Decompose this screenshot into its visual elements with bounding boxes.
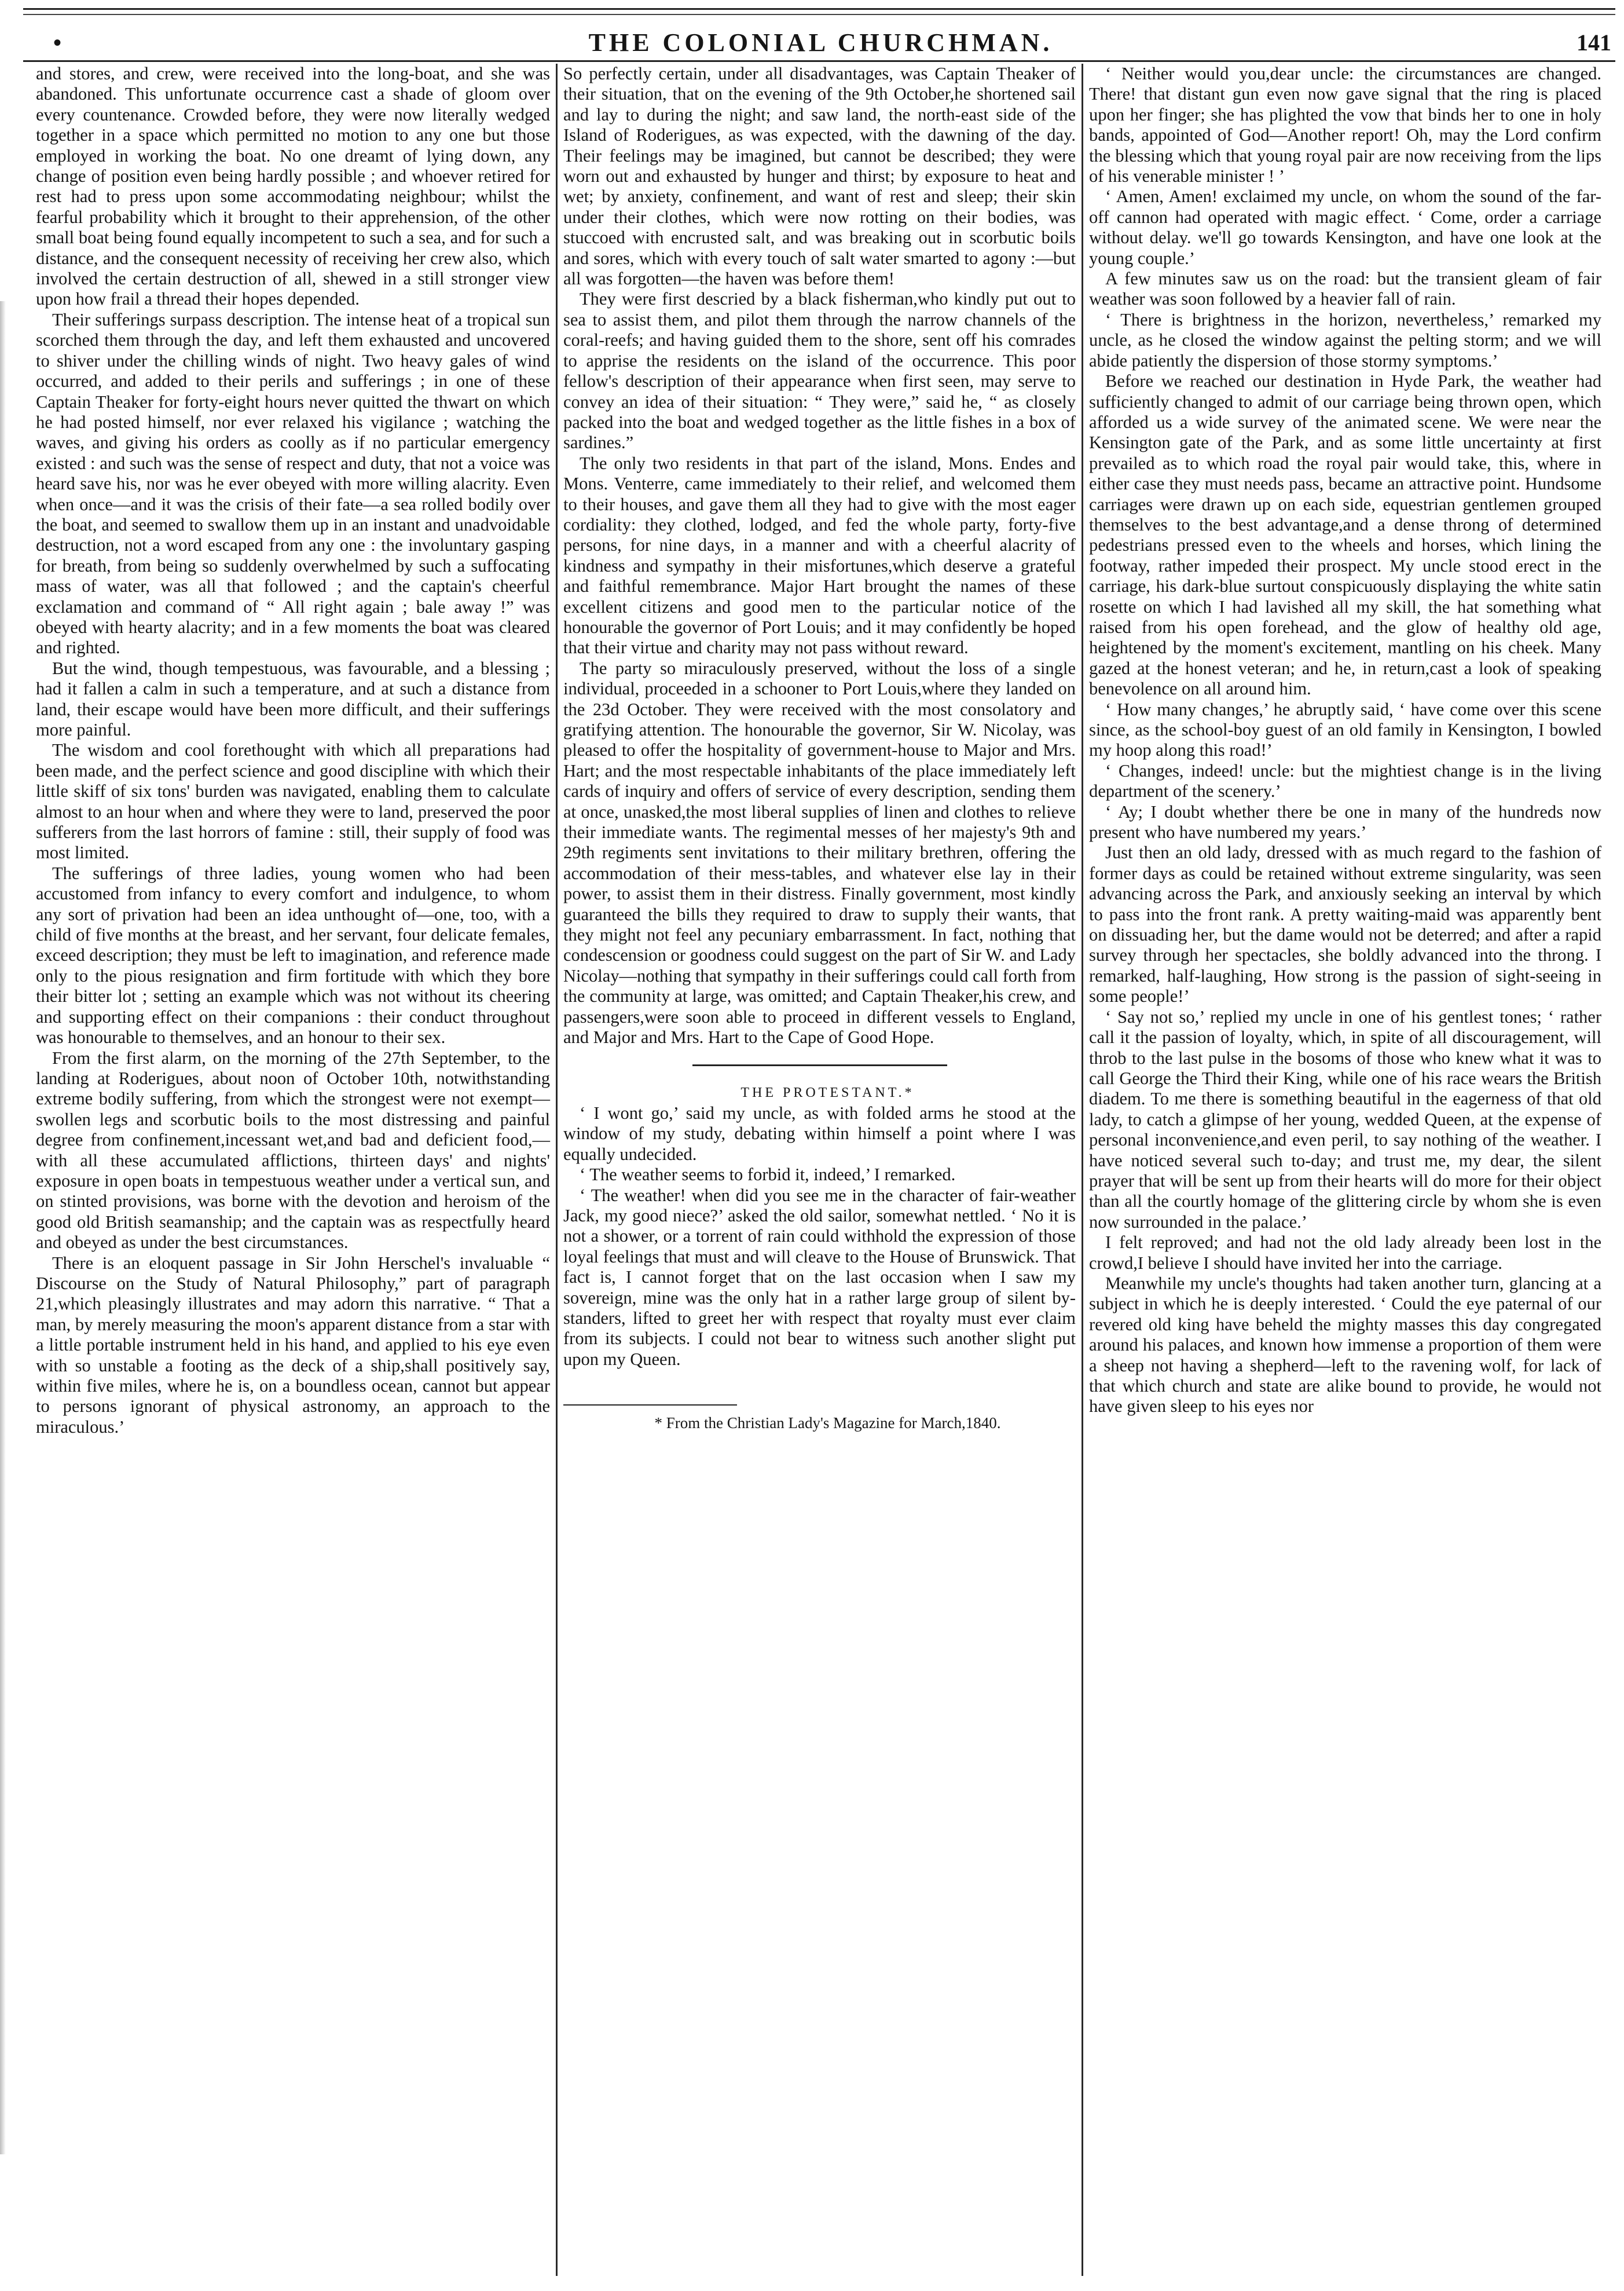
paragraph: Just then an old lady, dressed with as much regard to the fashion of former days as could be retained without extreme singularity, was seen advancing across the Park, and anxiously seeking an interval by which to pass into the front rank. A pretty waiting-maid was apparently bent on dissuading her, but the dame would not be deterred; and after a rapid survey through her spectacles, she boldly advanced into the throng. I remarked, half-laughing, How strong is the passion of sight-seeing in some people!’ <box>1089 843 1601 1007</box>
paragraph: I felt reproved; and had not the old lady already been lost in the crowd,I believe I should have invited her into the carriage. <box>1089 1232 1601 1273</box>
paragraph: ‘ Amen, Amen! exclaimed my uncle, on whom the sound of the far-off cannon had operated with magic effect. ‘ Come, order a carriage without delay. we'll go towards Kensington, and have one look at the young couple.’ <box>1089 186 1601 268</box>
paragraph: The party so miraculously preserved, without the loss of a single individual, proceeded in a schooner to Port Louis,where they landed on the 23d October. They were received with the most consolatory and gratifying attention. The honourable the governor, Sir W. Nicolay, was pleased to offer the hospitality of government-house to Major and Mrs. Hart; and the most respectable inhabitants of the place immediately left cards of inquiry and offers of service of every description, sending them at once, unasked,the most liberal supplies of linen and clothes to relieve their immediate wants. The regimental messes of her majesty's 9th and 29th regiments sent invitations to their military brethren, offering the accommodation of their mess-tables, and whatever else lay in their power, to assist them in their distress. Finally government, most kindly guaranteed the bills they required to draw to supply their wants, that they might not feel any pecuniary embarrassment. In fact, nothing that condescension or goodness could suggest on the part of Sir W. and Lady Nicolay—nothing that sympathy in their sufferings could call forth from the community at large, was omitted; and Captain Theaker,his crew, and passengers,were soon able to proceed in different vessels to England, and Major and Mrs. Hart to the Cape of Good Hope. <box>563 658 1076 1048</box>
paragraph: They were first descried by a black fisherman,who kindly put out to sea to assist them, and pilot them through the narrow channels of the coral-reefs; and having guided them to the shore, sent off his comrades to apprise the residents on the island of the occurrence. This poor fellow's description of their appearance when first seen, may serve to convey an idea of their situation: “ They were,” said he, “ as closely packed into the boat and wedged together as the little fishes in a box of sardines.” <box>563 289 1076 453</box>
page-edge-shadow <box>0 301 6 2154</box>
column-right <box>1082 64 1607 2276</box>
paragraph: ‘ Say not so,’ replied my uncle in one of his gentlest tones; ‘ rather call it the passion of loyalty, which, in spite of all discouragement, will throb to the last pulse in the bosoms of those who knew what it was to call George the Third their King, while one of his race wears the British diadem. To me there is something beautiful in the eagerness of that old lady, to catch a glimpse of her young, wedded Queen, at the expense of personal inconvenience,and even peril, to say nothing of the weather. I have noticed several such to-day; and trust me, my dear, the silent prayer that will be sent up from their hearts will do more for their object than all the courtly homage of the glittering circle by whom she is even now surrounded in the palace.’ <box>1089 1007 1601 1232</box>
header-rule <box>23 60 1615 62</box>
paragraph: The wisdom and cool forethought with which all preparations had been made, and the perfect science and good discipline with which their little skiff of six tons' burden was navigated, enabling them to calculate almost to an hour when and where they were to land, preserved the poor sufferers from the last horrors of famine : still, their supply of food was most limited. <box>36 740 550 863</box>
paragraph: Their sufferings surpass description. The intense heat of a tropical sun scorched them through the day, and left them exhausted and uncovered to shiver under the chilling winds of night. Two heavy gales of wind occurred, and added to their perils and sufferings ; in one of these Captain Theaker for forty-eight hours never quitted the thwart on which he had posted himself, nor ever relaxed his vigilance ; watching the waves, and giving his orders as coolly as if no particular emergency existed : and such was the sense of respect and duty, that not a voice was heard save his, nor was he ever obeyed with more willing alacrity. Even when once—and it was the crisis of their fate—a sea rolled bodily over the boat, and seemed to swallow them up in an instant and unadvoidable destruction, not a word escaped from any one : the involuntary gasping for breath, from being so suddenly overwhelmed by such a suffocating mass of water, was all that followed ; and the captain's cheerful exclamation and command of “ All right again ; bale away !” was obeyed with hearty alacrity; and in a few moments the boat was cleared and righted. <box>36 309 550 658</box>
paragraph: From the first alarm, on the morning of the 27th September, to the landing at Roderigues, about noon of October 10th, notwithstanding extreme bodily suffering, from which the strongest were not exempt—swollen legs and scorbutic boils to the most distressing and painful degree from confinement,incessant wet,and bad and deficient food,—with all these accumulated afflictions, thirteen days' and nights' exposure in open boats in tempestuous weather under a vertical sun, and on stinted provisions, was borne with the devotion and heroism of the good old British seamanship; and the captain was as respectfully heard and obeyed as under the best circumstances. <box>36 1048 550 1253</box>
paragraph: The sufferings of three ladies, young women who had been accustomed from infancy to every comfort and indulgence, to whom any sort of privation had been an idea unthought of—one, too, with a child of five months at the breast, and her servant, four delicate females, exceed description; they must be left to imagination, and reference made only to the pious resignation and firm fortitude with which they bore their bitter lot ; setting an example which was not without its cheering and supporting effect on their companions : their conduct throughout was honourable to themselves, and an honour to their sex. <box>36 863 550 1048</box>
paragraph: ‘ Ay; I doubt whether there be one in many of the hundreds now present who have numbered my years.’ <box>1089 802 1601 843</box>
column-middle <box>556 64 1082 2276</box>
paragraph: Before we reached our destination in Hyde Park, the weather had sufficiently changed to admit of our carriage being thrown open, which afforded us a wide survey of the animated scene. We were near the Kensington gate of the Park, and as some little uncertainty at first prevailed as to which road the royal pair would take, this, where in either case they must needs pass, became an attractive point. Hundsome carriages were drawn up on each side, equestrian gentlemen grouped themselves to the best advantage,and a dense throng of determined pedestrians pressed even to the wheels and horses, which lining the footway, rather impeded their prospect. My uncle stood erect in the carriage, his dark-blue surtout conspicuously displaying the white satin rosette on which I had lavished all my skill, the hat something what raised from his open forehead, and the glow of healthy old age, heightened by the moment's excitement, mantling on his cheek. Many gazed at the honest veteran; and he, in return,cast a look of speaking benevolence on all around him. <box>1089 371 1601 699</box>
paragraph: ‘ Neither would you,dear uncle: the circumstances are changed. There! that distant gun even now gave signal that the ring is placed upon her finger; she has plighted the vow that binds her to one in holy bands, appointed of God—Another report! Oh, may the Lord confirm the blessing which that young royal pair are now receiving from the lips of his venerable minister ! ’ <box>1089 64 1601 186</box>
paragraph: ‘ The weather! when did you see me in the character of fair-weather Jack, my good niece?’ asked the old sailor, somewhat nettled. ‘ No it is not a shower, or a torrent of rain could withhold the expression of those loyal feelings that must and will cleave to the House of Brunswick. That fact is, I cannot forget that on the last occasion when I saw my sovereign, mine was the only hat in a rather large group of silent by-standers, lifted to greet her with respect that royalty must ever claim from its subjects. I could not bear to witness such another slight put upon my Queen. <box>563 1185 1076 1369</box>
header-dot: • <box>53 30 62 56</box>
paragraph: ‘ I wont go,’ said my uncle, as with folded arms he stood at the window of my study, debating within himself a point where I was equally undecided. <box>563 1103 1076 1164</box>
footnote-rule <box>563 1404 737 1406</box>
middle-article <box>563 64 1076 1048</box>
footnote: * From the Christian Lady's Magazine for March,1840. <box>654 1414 1001 1432</box>
paragraph: Meanwhile my uncle's thoughts had taken another turn, glancing at a subject in which he is deeply interested. ‘ Could the eye paternal of our revered old king have beheld the mighty masses this day congregated around his palaces, and known how immense a proportion of them were a sheep not having a shepherd—left to the ravening wolf, for lack of that which church and state are alike bound to provide, he would not have given sleep to his eyes nor <box>1089 1273 1601 1417</box>
protestant-article <box>563 1103 1076 1370</box>
paragraph: A few minutes saw us on the road: but the transient gleam of fair weather was soon followed by a heavier fall of rain. <box>1089 269 1601 309</box>
paragraph: So perfectly certain, under all disadvantages, was Captain Theaker of their situation, that on the evening of the 9th October,he shortened sail and lay to during the night; and saw land, the north-east side of the Island of Roderigues, as was expected, with the dawning of the day. Their feelings may be imagined, but cannot be described; they were worn out and exhausted by hunger and thirst; by exposure to heat and wet; by anxiety, confinement, and want of rest and sleep; their skin under their clothes, which were now rotting on their bodies, was stuccoed with encrusted salt, and was breaking out in scorbutic boils and sores, which with every touch of salt water smarted to agony :—but all was forgotten—the haven was before them! <box>563 64 1076 289</box>
paragraph: and stores, and crew, were received into the long-boat, and she was abandoned. This unfortunate occurrence cast a shade of gloom over every countenance. Crowded before, they were now literally wedged together in a space which permitted no motion to any one but those employed in working the boat. No one dreamt of lying down, any change of position even being hardly possible ; and whoever retired for rest had to press upon some accommodating neighbour; whilst the fearful probability which it brought to their apprehension, of the other small boat being found equally incompetent to such a sea, and for such a distance, and the consequent necessity of receiving her crew also, which involved the certain destruction of all, shewed in a still stronger view upon how frail a thread their hopes depended. <box>36 64 550 309</box>
page-title: THE COLONIAL CHURCHMAN. <box>588 28 1053 57</box>
paragraph: But the wind, though tempestuous, was favourable, and a blessing ; had it fallen a calm in such a temperature, and at such a distance from land, their escape would have been more difficult, and their sufferings more painful. <box>36 658 550 740</box>
page-number: 141 <box>1577 30 1611 56</box>
paragraph: ‘ Changes, indeed! uncle: but the mightiest change is in the living department of the scenery.’ <box>1089 760 1601 802</box>
section-title: THE PROTESTANT.* <box>740 1085 915 1100</box>
top-rule-thin <box>23 14 1615 15</box>
top-double-rule <box>23 8 1615 10</box>
masthead <box>35 27 1607 58</box>
section-separator <box>563 1048 1076 1083</box>
column-left <box>30 64 556 2276</box>
paragraph: There is an eloquent passage in Sir John Herschel's invaluable “ Discourse on the Study of Natural Philosophy,” part of paragraph 21,which pleasingly illustrates and may adorn this narrative. “ That a man, by merely measuring the moon's apparent distance from a star with a little portable instrument held in his hand, and applied to his eye even with so unstable a footing as the deck of a ship,shall positively say, within five miles, where he is, on a boundless ocean, cannot but appear to persons ignorant of physical astronomy, an approach to the miraculous.’ <box>36 1253 550 1437</box>
paragraph: ‘ The weather seems to forbid it, indeed,’ I remarked. <box>580 1165 956 1185</box>
columns <box>30 64 1608 2276</box>
paragraph: ‘ There is brightness in the horizon, nevertheless,’ remarked my uncle, as he closed the window against the pelting storm; and we will abide patiently the dispersion of those stormy symptoms.’ <box>1089 309 1601 371</box>
paragraph: The only two residents in that part of the island, Mons. Endes and Mons. Venterre, came immediately to their relief, and welcomed them to their houses, and gave them all they had to give with the most eager cordiality: they clothed, lodged, and fed the whole party, forty-five persons, for nine days, in a manner and with a cheerful alacrity of kindness and sympathy in their misfortunes,which deserve a grateful and faithful remembrance. Major Hart brought the names of these excellent citizens and good men to the particular notice of the honourable the governor of Port Louis; and it may confidently be hoped that their virtue and charity may not pass without reward. <box>563 453 1076 658</box>
paragraph: ‘ How many changes,’ he abruptly said, ‘ have come over this scene since, as the school-boy guest of an old family in Kensington, I bowled my hoop along this road!’ <box>1089 699 1601 760</box>
